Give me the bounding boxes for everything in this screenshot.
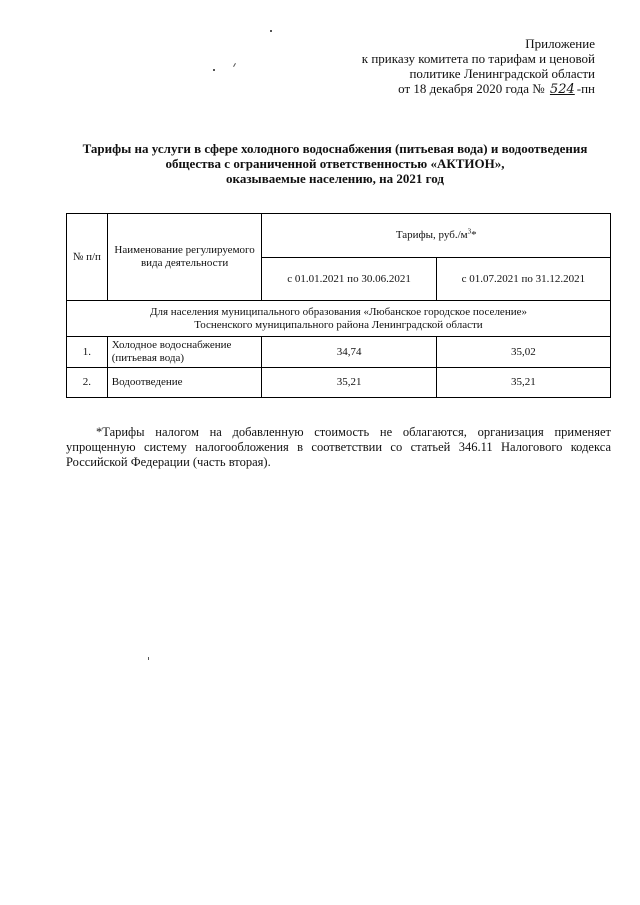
- row-value-period-2: 35,02: [436, 337, 610, 368]
- document-title: [60, 141, 610, 186]
- header-period-2: с 01.07.2021 по 31.12.2021: [436, 258, 610, 301]
- row-num: 1.: [67, 337, 108, 368]
- order-number: 524: [549, 82, 575, 97]
- header-tariffs-sup: 3: [467, 227, 472, 236]
- annex-title: Приложение: [525, 36, 595, 51]
- header-tariffs: [262, 214, 611, 258]
- annex-date-suffix: -пн: [576, 81, 595, 96]
- annex-line-date: [355, 81, 595, 97]
- table-row: [67, 368, 611, 398]
- row-value-period-1: 34,74: [262, 337, 436, 368]
- table-header-row: [67, 214, 611, 258]
- annex-header: [355, 36, 595, 97]
- group-line-1: Для населения муниципального образования «Любанское городское поселение»: [150, 305, 527, 318]
- footnote: *Тарифы налогом на добавленную стоимость не облагаются, организация применяет упрощенную систему налогообложения в соответствии со статьей 346.11 Налогового кодекса Российской Федерации (часть вторая).: [66, 425, 611, 469]
- row-value-period-2: 35,21: [436, 368, 610, 398]
- row-num: 2.: [67, 368, 108, 398]
- row-name: Холодное водоснабжение (питьевая вода): [107, 337, 262, 368]
- header-activity: Наименование регулируемого вида деятельности: [107, 214, 262, 301]
- header-num: № п/п: [67, 214, 108, 301]
- title-line-2: общества с ограниченной ответственностью «АКТИОН»,: [165, 156, 505, 171]
- row-name: Водоотведение: [107, 368, 262, 398]
- scan-speck: [148, 657, 149, 660]
- annex-line-order: к приказу комитета по тарифам и ценовой: [361, 51, 595, 66]
- header-tariffs-label: Тарифы, руб./м: [395, 229, 468, 241]
- annex-date-prefix: от 18 декабря 2020 года №: [398, 81, 545, 96]
- table-row: [67, 337, 611, 368]
- header-period-1: с 01.01.2021 по 30.06.2021: [262, 258, 436, 301]
- tariffs-table: [66, 213, 611, 398]
- title-line-3: оказываемые населению, на 2021 год: [226, 171, 444, 186]
- group-cell: [67, 301, 611, 337]
- scan-speck: [213, 69, 215, 71]
- scan-speck: [233, 63, 236, 67]
- scan-speck: [270, 30, 272, 32]
- title-line-1: Тарифы на услуги в сфере холодного водоснабжения (питьевая вода) и водоотведения: [82, 141, 588, 156]
- annex-line-committee: политике Ленинградской области: [409, 66, 595, 81]
- group-line-2: Тосненского муниципального района Ленинградской области: [194, 318, 483, 331]
- row-value-period-1: 35,21: [262, 368, 436, 398]
- table-group-row: [67, 301, 611, 337]
- header-tariffs-star: *: [471, 229, 477, 241]
